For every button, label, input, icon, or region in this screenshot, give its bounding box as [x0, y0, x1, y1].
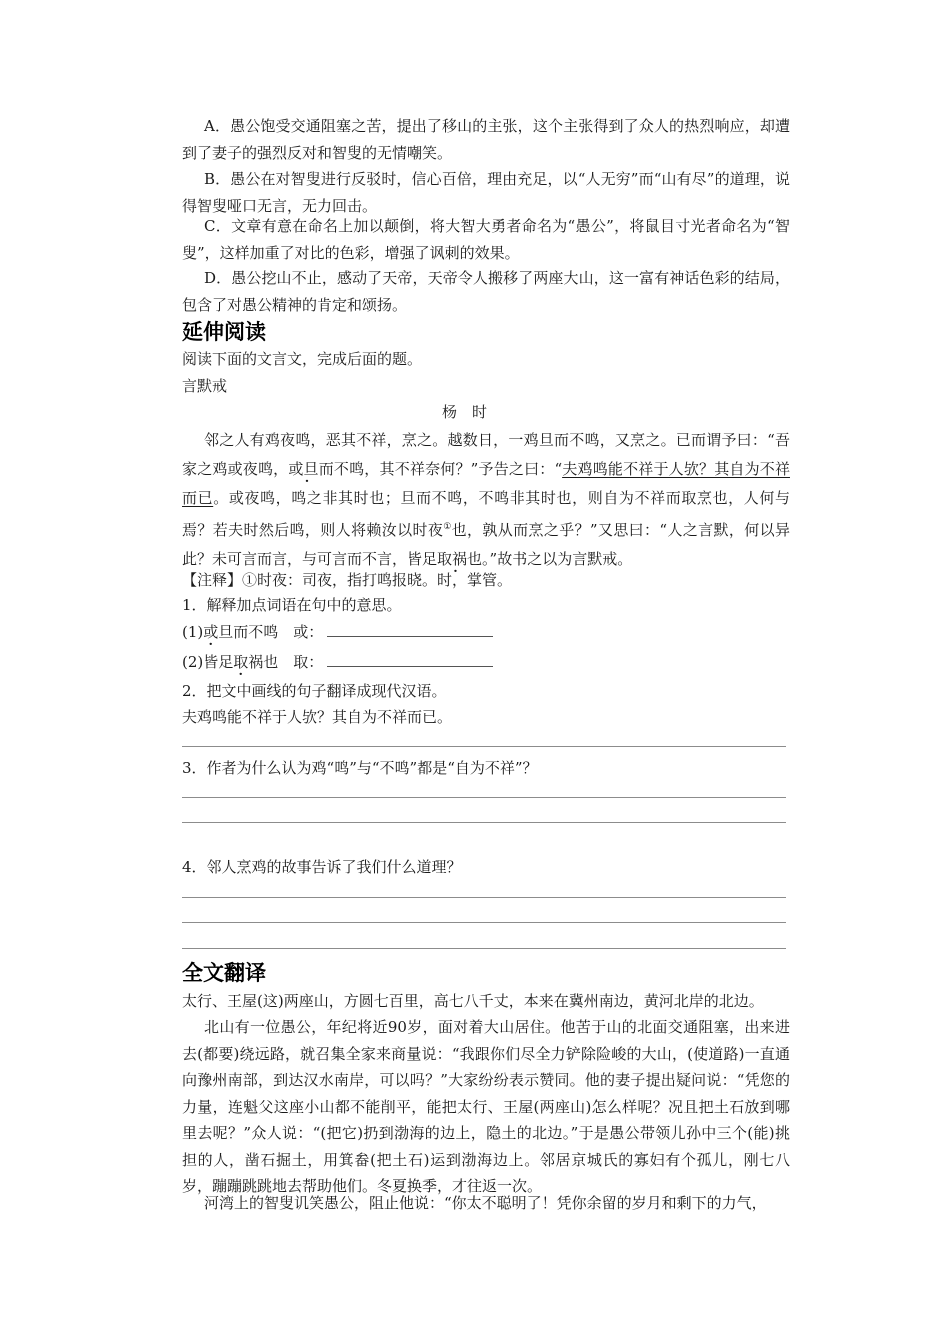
- option-a: A．愚公饱受交通阻塞之苦，提出了移山的主张，这个主张得到了众人的热烈响应，却遭到了妻子的强烈反对和智叟的无情嘲笑。: [182, 117, 790, 162]
- answer-line-q2[interactable]: [182, 746, 786, 747]
- answer-line-q4-3[interactable]: [182, 948, 786, 949]
- answer-line-q3-2[interactable]: [182, 822, 786, 823]
- underlined-sentence: 夫鸡鸣能不祥于人欤？其自为不祥而已: [182, 460, 790, 507]
- translation-paragraph-3: 河湾上的智叟讥笑愚公，阻止他说：“你太不聪明了！凭你余留的岁月和剩下的力气，: [204, 1194, 767, 1212]
- footnote-marker: ①: [443, 522, 452, 532]
- passage-part-4: 也，孰从而烹之乎？”又思曰：“人之言默，何以异此？未可言而言，与可言而不言，皆足: [182, 521, 790, 568]
- classical-passage: [182, 426, 790, 574]
- answer-line-q3-1[interactable]: [182, 797, 786, 798]
- translation-paragraph-2: 北山有一位愚公，年纪将近90岁，面对着大山居住。他苦于山的北面交通阻塞，出来进去(都要)绕远路，就召集全家来商量说：“我跟你们尽全力铲除险峻的大山，(使道路)一直通向豫州南部，到达汉水南岸，可以吗？”大家纷纷表示赞同。他的妻子提出疑问说：“凭您的力量，连魁父这座小山都不能削平，能把太行、王屋(两座山)怎么样呢？况且把土石放到哪里去呢？”众人说：“(把它)扔到渤海的边上，隐土的北边。”于是愚公带领儿孙中三个(能)挑担的人，凿石掘土，用箕畚(把土石)运到渤海边上。邻居京城氏的寡妇有个孤儿，刚七八岁，蹦蹦跳跳地去帮助他们。冬夏换季，才往返一次。: [182, 1018, 790, 1195]
- passage-part-3: 。或夜鸣，鸣之非其时也；旦而不鸣，不鸣非其时也，则自为不祥而取烹也，人何与焉？若夫时然后鸣，则人将赖汝以时夜: [182, 489, 790, 539]
- annotation-note: 【注释】①时夜：司夜，指打鸣报晓。时，掌管。: [182, 571, 513, 589]
- answer-line-q4-2[interactable]: [182, 922, 786, 923]
- option-d: D．愚公挖山不止，感动了天帝，天帝令人搬移了两座大山，这一富有神话色彩的结局，包含了对愚公精神的肯定和颂扬。: [182, 269, 790, 314]
- passage-part-1: 邻之人有鸡夜鸣，恶其不祥，烹之。越数日，一鸡旦而不鸣，又烹之。已而谓予曰：“吾家之鸡或夜鸣，: [182, 431, 790, 478]
- extended-reading-heading: 延伸阅读: [182, 320, 266, 344]
- option-b: B．愚公在对智叟进行反驳时，信心百倍，理由充足，以“人无穷”而“山有尽”的道理，说得智叟哑口无言，无力回击。: [182, 170, 790, 215]
- q1b-dotted-word: 取: [233, 653, 249, 671]
- q1a-label: 旦而不鸣 或：: [218, 623, 324, 641]
- passage-title: 言默戒: [182, 377, 228, 395]
- option-c: C．文章有意在命名上加以颠倒，将大智大勇者命名为“愚公”，将鼠目寸光者命名为“智叟”，这样加重了对比的色彩，增强了讽刺的效果。: [182, 217, 790, 262]
- question-1: 1．解释加点词语在句中的意思。: [182, 596, 402, 614]
- question-3: 3．作者为什么认为鸡“鸣”与“不鸣”都是“自为不祥”？: [182, 759, 538, 777]
- translation-heading: 全文翻译: [182, 961, 266, 985]
- question-1-item-2: [182, 650, 493, 674]
- q1a-dotted-word: 或: [203, 623, 219, 641]
- answer-line-q4-1[interactable]: [182, 897, 786, 898]
- question-1-item-1: [182, 620, 493, 644]
- q1b-label: 祸也 取：: [248, 653, 324, 671]
- question-2-sentence: 夫鸡鸣能不祥于人欤？其自为不祥而已。: [182, 708, 453, 726]
- q1a-prefix: (1): [182, 623, 204, 641]
- emphasis-dot-word-1: 或: [288, 460, 304, 478]
- translation-paragraph-1: 太行、王屋(这)两座山，方圆七百里，高七八千丈，本来在冀州南边，黄河北岸的北边。: [182, 992, 764, 1010]
- passage-author: 杨 时: [442, 403, 488, 421]
- answer-blank-1[interactable]: [327, 622, 493, 637]
- question-2: 2．把文中画线的句子翻译成现代汉语。: [182, 682, 447, 700]
- reading-instruction: 阅读下面的文言文，完成后面的题。: [182, 350, 423, 368]
- passage-part-5: 祸也。”故书之以为言默戒。: [452, 550, 633, 568]
- q1b-prefix: (2)皆足: [182, 653, 234, 671]
- answer-blank-2[interactable]: [327, 652, 493, 667]
- question-4: 4．邻人烹鸡的故事告诉了我们什么道理？: [182, 858, 462, 876]
- emphasis-dot-word-2: 取: [437, 550, 453, 568]
- passage-part-2: 旦而不鸣，其不祥奈何？”予告之曰：“: [303, 460, 563, 478]
